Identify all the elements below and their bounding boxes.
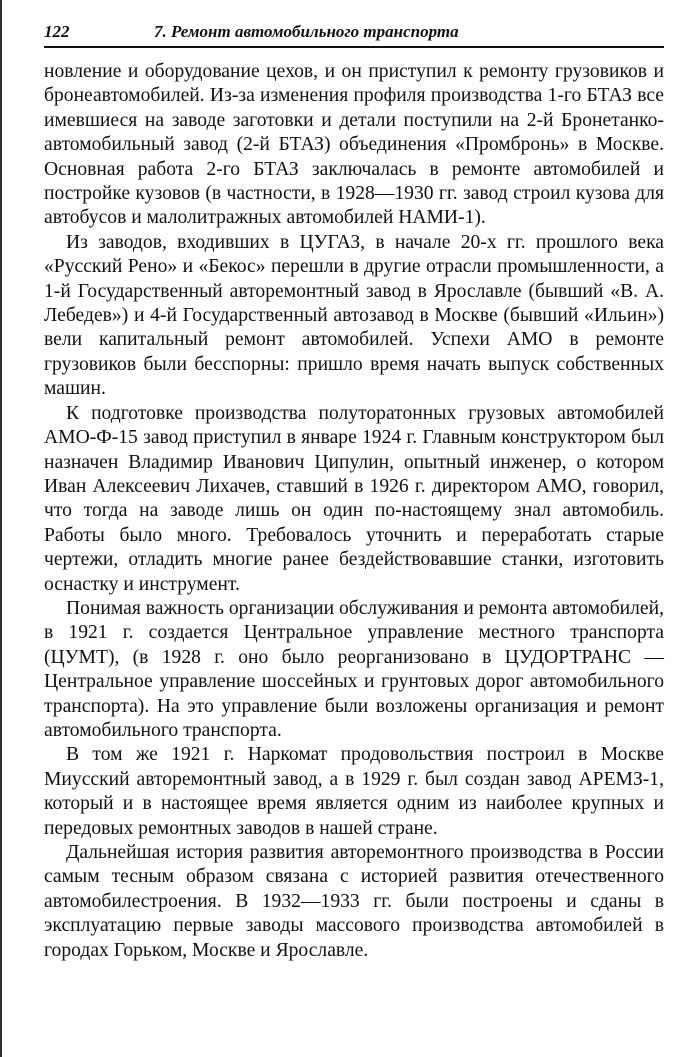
page-edge-line: [0, 0, 2, 1057]
paragraph: В том же 1921 г. Наркомат продовольствия построил в Москве Миусский авторемонтный завод, а в 1929 г. был создан завод АРЕМЗ-1, который и в настоящее время является одним из наиболее крупных и передовых ремонтных заводов в нашей стране.: [44, 744, 664, 839]
body-text: [44, 60, 664, 963]
paragraph: Дальнейшая история развития авторемонтного производства в России самым тесным образом связана с историей развития отечественного автомобилестроения. В 1932—1933 гг. были построены и сданы в эксплуатацию первые заводы массового производства автомобилей в городах Горьком, Москве и Ярославле.: [44, 842, 664, 961]
page-number: 122: [44, 22, 70, 41]
paragraph: Из заводов, входивших в ЦУГАЗ, в начале 20-х гг. прошлого века «Русский Рено» и «Бекос» перешли в другие отрасли промышленности, а 1-й Государственный авторемонтный завод в Ярославле (бывший «В. А. Лебедев») и 4-й Государственный автозавод в Москве (бывший «Ильин») вели капитальный ремонт автомобилей. Успехи АМО в ремонте грузовиков были бесспорны: пришло время начать выпуск собственных машин.: [44, 231, 664, 400]
running-head: 7. Ремонт автомобильного транспорта: [154, 22, 459, 41]
paragraph: Понимая важность организации обслуживания и ремонта автомобилей, в 1921 г. создается Центральное управление местного транспорта (ЦУМТ), (в 1928 г. оно было реорганизовано в ЦУДОРТРАНС — Центральное управление шоссейных и грунтовых дорог автомобильного транспорта). На это управление были возложены организация и ремонт автомобильного транспорта.: [44, 597, 665, 741]
page-header: [44, 18, 664, 48]
paragraph: К подготовке производства полуторатонных грузовых автомобилей АМО-Ф-15 завод приступил в январе 1924 г. Главным конструктором был назначен Владимир Иванович Ципулин, опытный инженер, о котором Иван Алексеевич Лихачев, ставший в 1926 г. директором АМО, говорил, что тогда на заводе лишь он один по-настоящему знал автомобиль. Работы было много. Требовалось уточнить и переработать старые чертежи, отладить многие ранее бездействовавшие станки, изготовить оснастку и инструмент.: [44, 402, 664, 595]
paragraph: новление и оборудование цехов, и он приступил к ремонту грузовиков и бронеавтомобилей. Из-за изменения профиля производства 1-го БТАЗ все имевшиеся на заводе заготовки и детали поступили на 2-й Бронетанко-автомобильный завод (2-й БТАЗ) объединения «Промбронь» в Москве. Основная работа 2-го БТАЗ заключалась в ремонте автомобилей и постройке кузовов (в частности, в 1928—1930 гг. завод строил кузова для автобусов и малолитражных автомобилей НАМИ-1).: [44, 61, 664, 229]
